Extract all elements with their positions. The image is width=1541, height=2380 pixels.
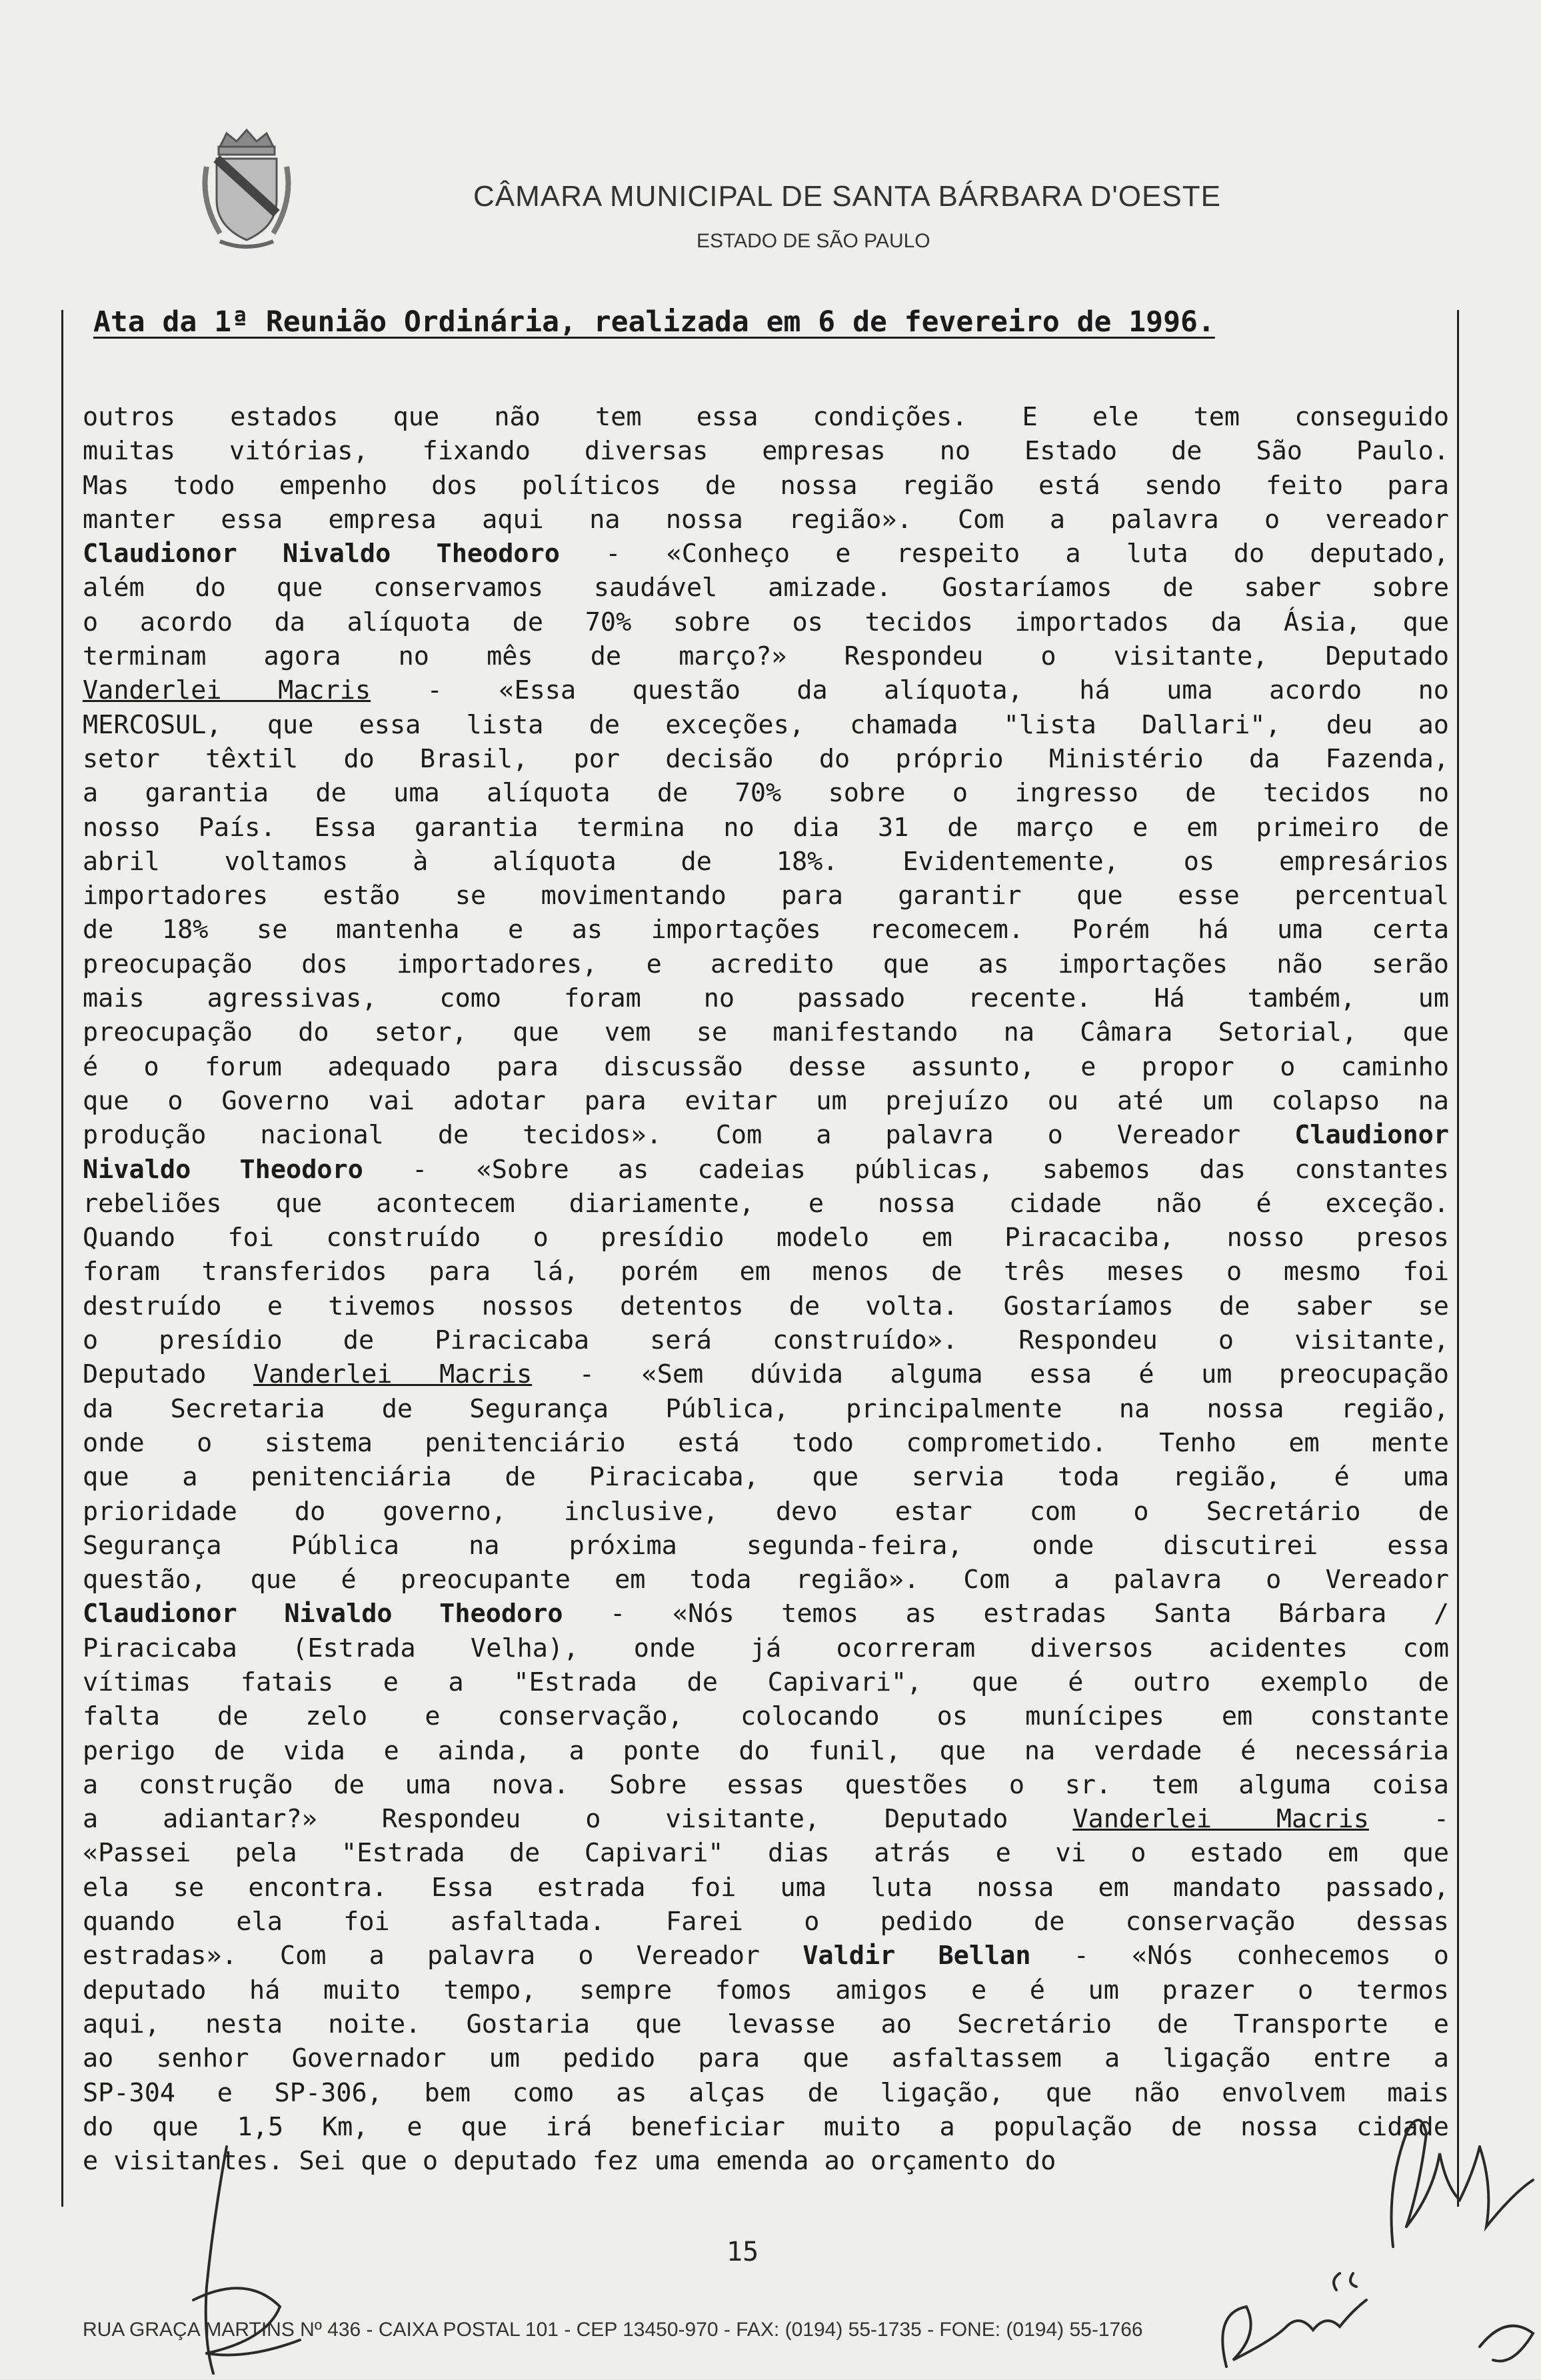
text-line bbox=[83, 1665, 1449, 1699]
footer-address: RUA GRAÇA MARTINS Nº 436 - CAIXA POSTAL 101 - CEP 13450-970 - FAX: (0194) 55-1735 - FONE: (0194) 55-1766 bbox=[83, 2319, 1143, 2341]
text-segment: Mas todo empenho dos políticos de nossa região está sendo feito para bbox=[83, 470, 1449, 501]
text-line bbox=[83, 1255, 1449, 1289]
text-segment: «Passei pela "Estrada de Capivari" dias atrás e vi o estado em que bbox=[83, 1838, 1449, 1869]
text-line bbox=[83, 1050, 1449, 1084]
text-segment: onde o sistema penitenciário está todo comprometido. Tenho em mente bbox=[83, 1427, 1449, 1458]
text-line bbox=[83, 1768, 1449, 1802]
text-line bbox=[83, 1289, 1449, 1323]
text-line bbox=[83, 571, 1449, 605]
text-segment: e visitantes. Sei que o deputado fez uma emenda ao orçamento do bbox=[83, 2146, 1056, 2177]
text-line bbox=[83, 742, 1449, 776]
text-line bbox=[83, 1734, 1449, 1768]
institution-name: CÂMARA MUNICIPAL DE SANTA BÁRBARA D'OESTE bbox=[473, 180, 1221, 213]
text-segment: prioridade do governo, inclusive, devo estar com o Secretário de bbox=[83, 1496, 1449, 1527]
text-line bbox=[83, 537, 1449, 571]
text-line bbox=[83, 1939, 1449, 1973]
text-segment: destruído e tivemos nossos detentos de volta. Gostaríamos de saber se bbox=[83, 1291, 1449, 1321]
text-segment: nosso País. Essa garantia termina no dia 31 de março e em primeiro de bbox=[83, 812, 1449, 843]
text-segment: importadores estão se movimentando para garantir que esse percentual bbox=[83, 881, 1449, 911]
text-segment: ela se encontra. Essa estrada foi uma luta nossa em mandato passado, bbox=[83, 1872, 1449, 1903]
text-line bbox=[83, 2076, 1449, 2110]
speaker-name: Claudionor Nivaldo Theodoro bbox=[83, 539, 560, 569]
text-line bbox=[83, 1357, 1449, 1391]
speaker-name: Valdir Bellan bbox=[802, 1941, 1031, 1971]
speaker-name: Claudionor Nivaldo Theodoro bbox=[83, 1599, 563, 1629]
text-line bbox=[83, 1631, 1449, 1665]
text-line bbox=[83, 1871, 1449, 1905]
text-line bbox=[83, 1597, 1449, 1631]
text-segment: - «Nós conhecemos o bbox=[1030, 1941, 1449, 1971]
text-segment: Deputado bbox=[83, 1359, 253, 1390]
text-segment: da Secretaria de Segurança Pública, principalmente na nossa região, bbox=[83, 1393, 1449, 1424]
handwritten-signature bbox=[167, 2140, 340, 2380]
text-segment: deputado há muito tempo, sempre fomos amigos e é um prazer o termos bbox=[83, 1975, 1449, 2005]
text-line bbox=[83, 1015, 1449, 1049]
text-line bbox=[83, 981, 1449, 1015]
underlined-name: Vanderlei Macris bbox=[83, 675, 371, 706]
text-line bbox=[83, 400, 1449, 434]
text-segment: que a penitenciária de Piracicaba, que servia toda região, é uma bbox=[83, 1462, 1449, 1493]
text-line bbox=[83, 2110, 1449, 2144]
text-line bbox=[83, 1392, 1449, 1426]
text-line bbox=[83, 1836, 1449, 1870]
text-line bbox=[83, 913, 1449, 947]
text-segment: - «Sobre as cadeias públicas, sabemos das constantes bbox=[363, 1154, 1449, 1185]
text-segment: do que 1,5 Km, e que irá beneficiar muito a população de nossa cidade bbox=[83, 2111, 1449, 2142]
text-segment: abril voltamos à alíquota de 18%. Evidentemente, os empresários bbox=[83, 846, 1449, 877]
text-segment: a garantia de uma alíquota de 70% sobre o ingresso de tecidos no bbox=[83, 778, 1449, 809]
text-segment: falta de zelo e conservação, colocando os munícipes em constante bbox=[83, 1701, 1449, 1732]
municipal-coat-of-arms-icon bbox=[200, 127, 293, 253]
text-segment: outros estados que não tem essa condições. E ele tem conseguido bbox=[83, 402, 1449, 432]
text-segment: mais agressivas, como foram no passado recente. Há também, um bbox=[83, 983, 1449, 1014]
text-segment: quando ela foi asfaltada. Farei o pedido de conservação dessas bbox=[83, 1907, 1449, 1937]
text-segment: Piracicaba (Estrada Velha), onde já ocorreram diversos acidentes com bbox=[83, 1633, 1449, 1663]
text-segment: rebeliões que acontecem diariamente, e nossa cidade não é exceção. bbox=[83, 1188, 1449, 1219]
text-line bbox=[83, 1153, 1449, 1187]
text-line bbox=[83, 1426, 1449, 1460]
text-line bbox=[83, 879, 1449, 913]
text-line bbox=[83, 1802, 1449, 1836]
text-segment: a construção de uma nova. Sobre essas questões o sr. tem alguma coisa bbox=[83, 1769, 1449, 1800]
text-line bbox=[83, 708, 1449, 742]
text-segment: setor têxtil do Brasil, por decisão do próprio Ministério da Fazenda, bbox=[83, 743, 1449, 774]
text-line bbox=[83, 2007, 1449, 2041]
text-line bbox=[83, 1460, 1449, 1494]
text-segment: - «Nós temos as estradas Santa Bárbara / bbox=[563, 1599, 1449, 1629]
text-segment: terminam agora no mês de março?» Respondeu o visitante, Deputado bbox=[83, 641, 1449, 672]
text-segment: preocupação dos importadores, e acredito que as importações não serão bbox=[83, 949, 1449, 979]
text-line bbox=[83, 1187, 1449, 1221]
text-segment: que o Governo vai adotar para evitar um prejuízo ou até um colapso na bbox=[83, 1085, 1449, 1116]
text-segment: questão, que é preocupante em toda região». Com a palavra o Vereador bbox=[83, 1565, 1449, 1595]
text-segment: - bbox=[1368, 1804, 1449, 1835]
text-line bbox=[83, 469, 1449, 503]
text-segment: o presídio de Piracicaba será construído». Respondeu o visitante, bbox=[83, 1325, 1449, 1356]
text-segment: de 18% se mantenha e as importações recomecem. Porém há uma certa bbox=[83, 915, 1449, 945]
text-line bbox=[83, 1221, 1449, 1255]
text-line bbox=[83, 1529, 1449, 1563]
text-segment: a adiantar?» Respondeu o visitante, Deputado bbox=[83, 1804, 1073, 1835]
text-segment: MERCOSUL, que essa lista de exceções, chamada "lista Dallari", deu ao bbox=[83, 709, 1449, 740]
minutes-heading: Ata da 1ª Reunião Ordinária, realizada em 6 de fevereiro de 1996. bbox=[93, 305, 1215, 339]
text-line bbox=[83, 776, 1449, 810]
text-line bbox=[83, 1118, 1449, 1152]
text-line bbox=[83, 503, 1449, 537]
text-line bbox=[83, 1699, 1449, 1733]
underlined-name: Vanderlei Macris bbox=[1072, 1804, 1369, 1835]
text-line bbox=[83, 639, 1449, 673]
right-margin-rule bbox=[1457, 310, 1459, 2207]
speaker-name: Nivaldo Theodoro bbox=[83, 1154, 363, 1185]
text-segment: além do que conservamos saudável amizade. Gostaríamos de saber sobre bbox=[83, 573, 1449, 603]
text-segment: o acordo da alíquota de 70% sobre os tecidos importados da Ásia, que bbox=[83, 607, 1449, 637]
text-segment: produção nacional de tecidos». Com a palavra o Vereador bbox=[83, 1120, 1295, 1151]
text-segment: Quando foi construído o presídio modelo em Piracacibа, nosso presos bbox=[83, 1223, 1449, 1253]
text-line bbox=[83, 1084, 1449, 1118]
text-line bbox=[83, 1973, 1449, 2007]
text-segment: - «Sem dúvida alguma essa é um preocupação bbox=[532, 1359, 1449, 1390]
page-number: 15 bbox=[727, 2237, 759, 2267]
text-segment: estradas». Com a palavra o Vereador bbox=[83, 1941, 803, 1971]
text-line bbox=[83, 947, 1449, 981]
text-line bbox=[83, 1323, 1449, 1357]
handwritten-signature bbox=[1380, 2093, 1541, 2379]
text-segment: perigo de vida e ainda, a ponte do funil, que na verdade é necessária bbox=[83, 1735, 1449, 1766]
text-segment: preocupação do setor, que vem se manifestando na Câmara Setorial, que bbox=[83, 1017, 1449, 1048]
text-segment: Segurança Pública na próxima segunda-feira, onde discutirei essa bbox=[83, 1530, 1449, 1561]
minutes-body-text bbox=[83, 400, 1449, 2227]
text-line bbox=[83, 673, 1449, 707]
text-segment: - «Conheço e respeito a luta do deputado, bbox=[559, 539, 1449, 569]
text-segment: foram transferidos para lá, porém em menos de três meses o mesmo foi bbox=[83, 1257, 1449, 1287]
text-segment: muitas vitórias, fixando diversas empresas no Estado de São Paulo. bbox=[83, 436, 1449, 467]
left-margin-rule bbox=[61, 310, 63, 2207]
text-line bbox=[83, 1495, 1449, 1529]
underlined-name: Vanderlei Macris bbox=[253, 1359, 533, 1390]
text-segment: aqui, nesta noite. Gostaria que levasse ao Secretário de Transporte e bbox=[83, 2009, 1449, 2039]
text-line bbox=[83, 845, 1449, 879]
state-name: ESTADO DE SÃO PAULO bbox=[697, 230, 930, 252]
text-segment: ao senhor Governador um pedido para que asfaltassem a ligação entre a bbox=[83, 2043, 1449, 2074]
text-line bbox=[83, 811, 1449, 845]
text-segment: - «Essa questão da alíquota, há uma acordo no bbox=[371, 675, 1449, 706]
text-segment: manter essa empresa aqui na nossa região». Com a palavra o vereador bbox=[83, 504, 1449, 535]
text-segment: vítimas fatais e a "Estrada de Capivari", que é outro exemplo de bbox=[83, 1667, 1449, 1697]
text-segment: é o forum adequado para discussão desse assunto, e propor o caminho bbox=[83, 1051, 1449, 1082]
text-line bbox=[83, 1563, 1449, 1597]
text-line bbox=[83, 2041, 1449, 2075]
text-line bbox=[83, 434, 1449, 468]
speaker-name: Claudionor bbox=[1294, 1120, 1449, 1151]
text-segment: SP-304 e SP-306, bem como as alças de ligação, que não envolvem mais bbox=[83, 2077, 1449, 2108]
text-line bbox=[83, 605, 1449, 639]
text-line bbox=[83, 1905, 1449, 1939]
